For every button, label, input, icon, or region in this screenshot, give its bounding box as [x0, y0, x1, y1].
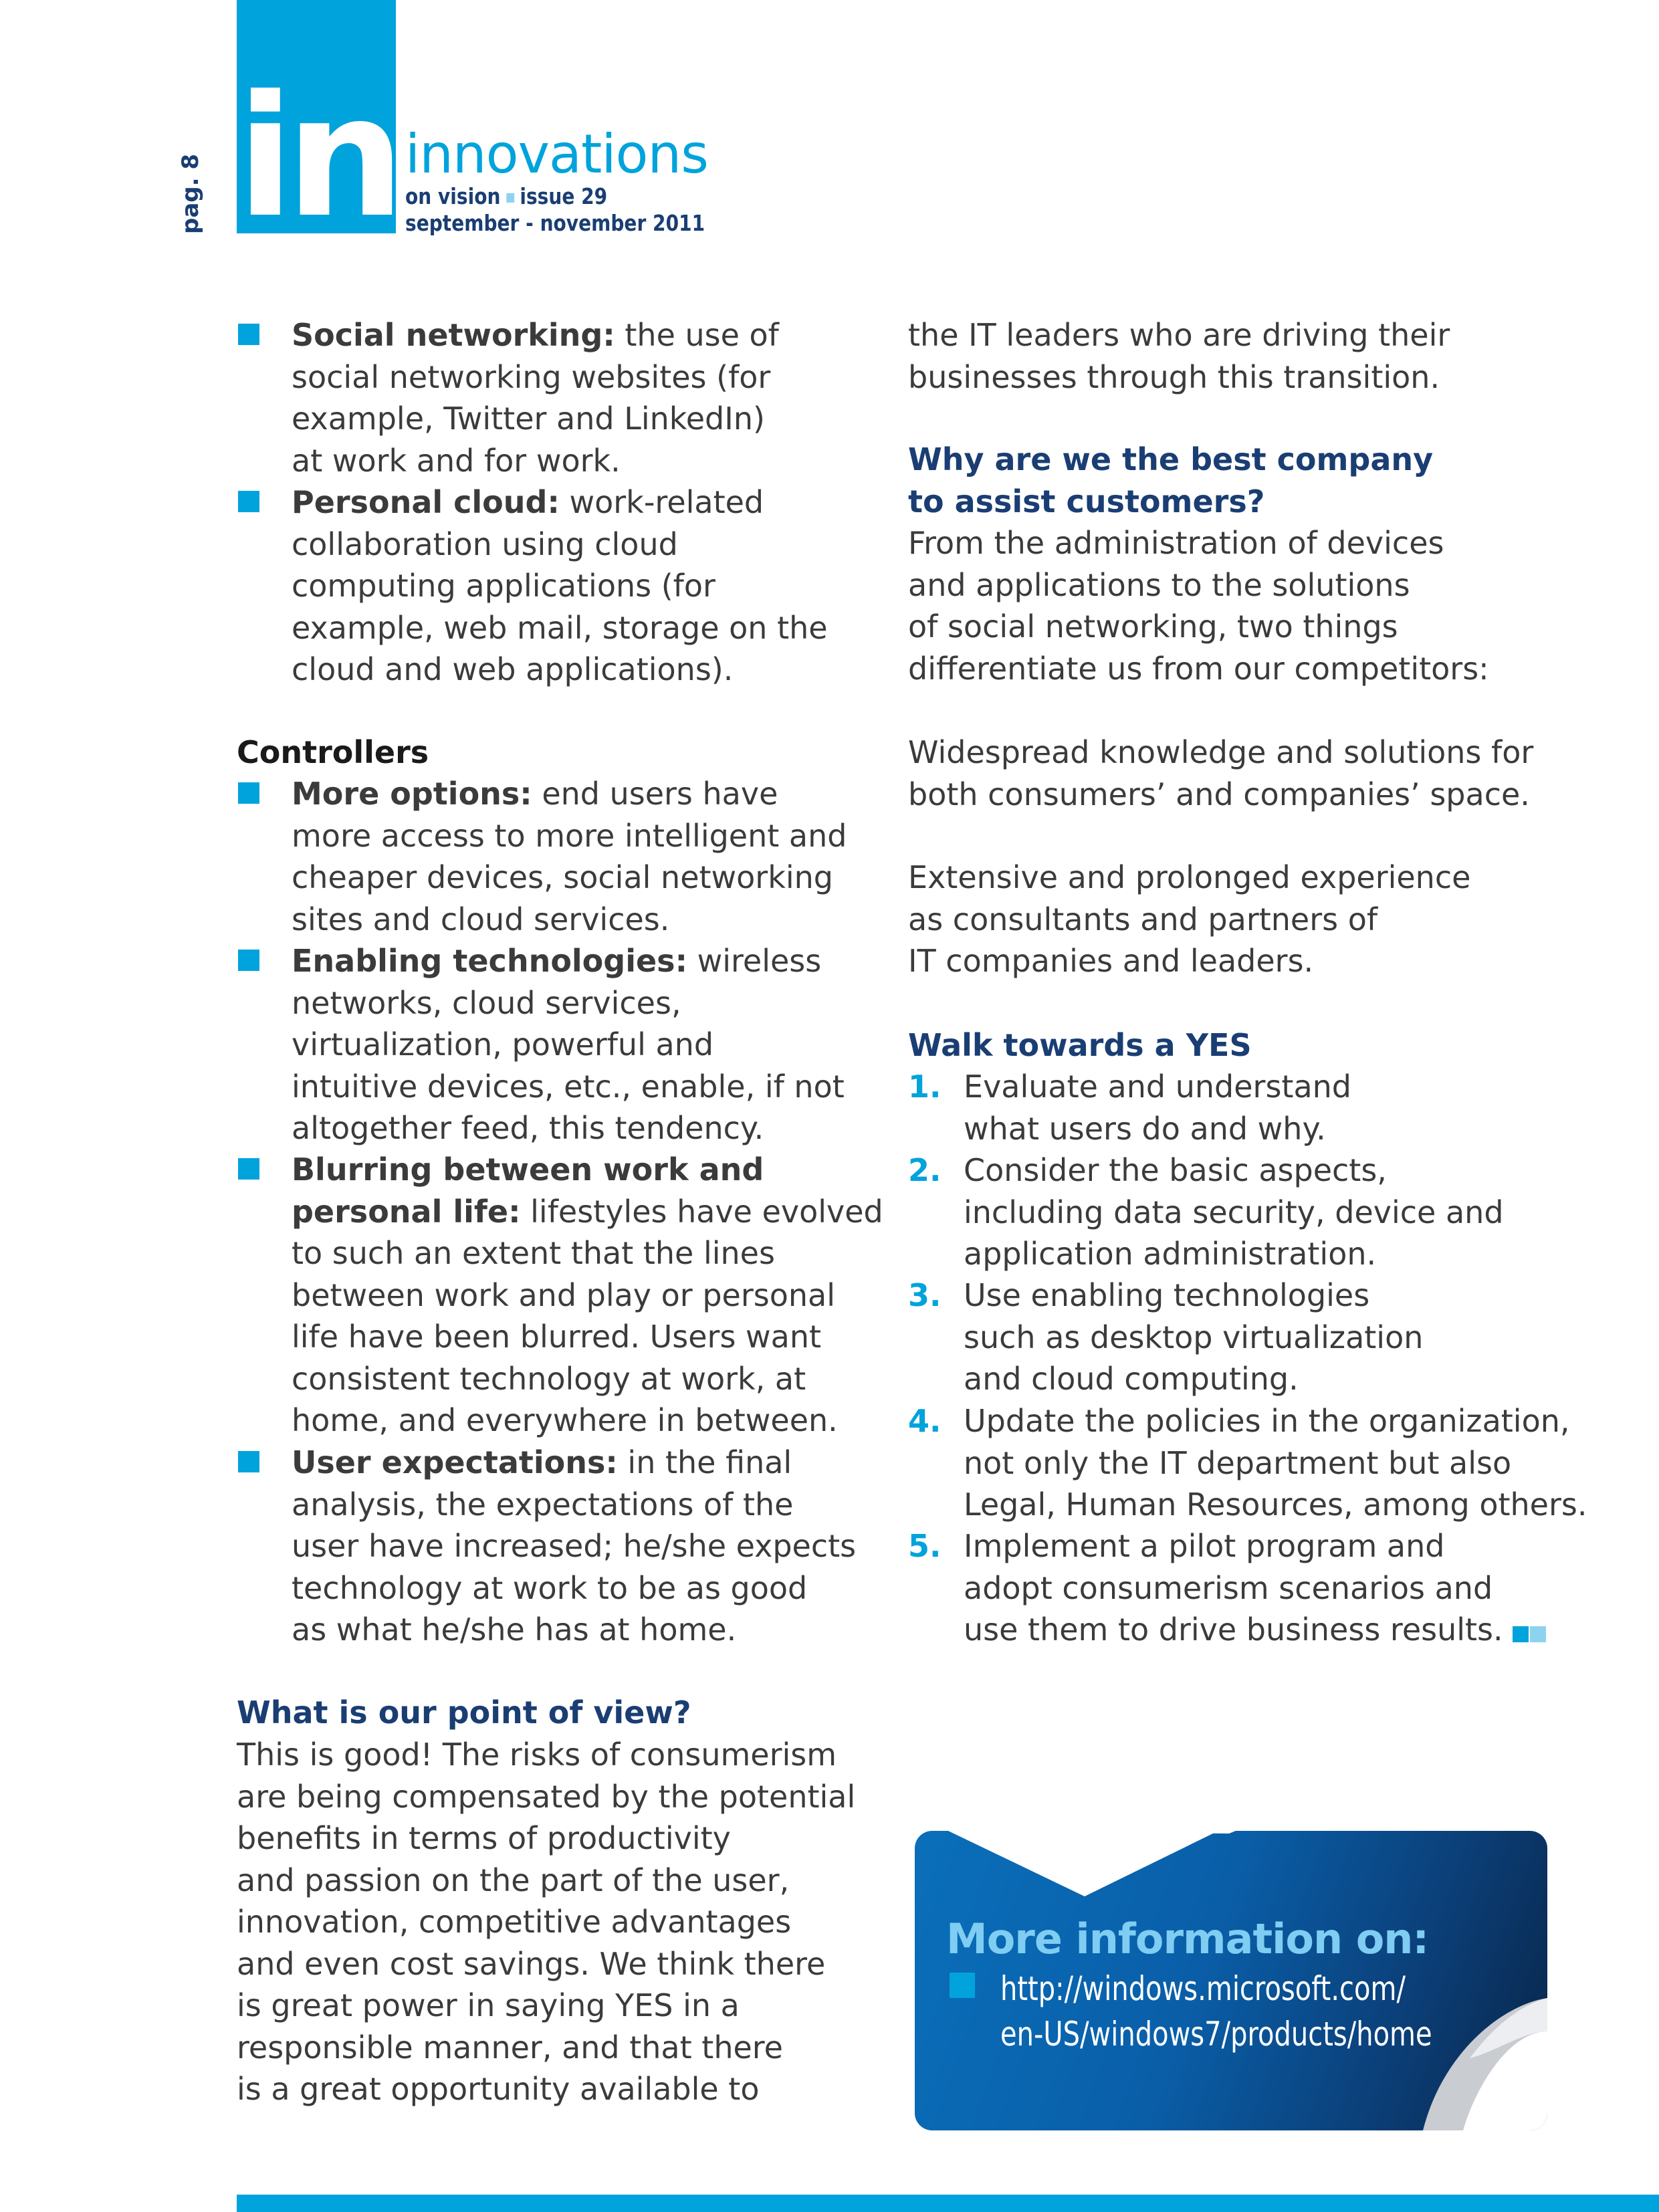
controllers-heading: Controllers	[237, 734, 429, 770]
end-mark-icon	[1530, 1626, 1546, 1642]
bullet-text: altogether feed, this tendency.	[292, 1110, 764, 1146]
paragraph-line: businesses through this transition.	[908, 358, 1440, 395]
bullet-personal-cloud	[292, 481, 828, 691]
bullet-term: personal life:	[292, 1193, 521, 1230]
bullet-term: Enabling technologies:	[292, 943, 687, 979]
step-text: not only the IT department but also	[964, 1444, 1512, 1481]
point-of-view-heading: What is our point of view?	[237, 1694, 691, 1731]
info-link-line[interactable]: en-US/windows7/products/home	[1000, 2015, 1432, 2054]
bullet-text: user have increased; he/she expects	[292, 1528, 857, 1564]
bullet-text: lifestyles have evolved	[520, 1193, 883, 1230]
bullet-text: life have been blurred. Users want	[292, 1319, 822, 1355]
experience-paragraph	[908, 857, 1470, 982]
step-text: adopt consumerism scenarios and	[964, 1569, 1493, 1606]
issue-number: issue 29	[520, 183, 608, 209]
bullet-square-icon	[238, 324, 259, 345]
step-text: including data security, device and	[964, 1194, 1504, 1230]
bullet-text: social networking websites (for	[292, 358, 771, 395]
bullet-term: Blurring between work and	[292, 1151, 764, 1188]
bullet-text: more access to more intelligent and	[292, 817, 847, 854]
paragraph-line: are being compensated by the potential	[237, 1778, 856, 1815]
step-text: Consider the basic aspects,	[964, 1152, 1387, 1188]
bullet-square-icon	[238, 950, 259, 971]
paragraph-line: both consumers’ and companies’ space.	[908, 776, 1530, 812]
step-1	[964, 1066, 1351, 1149]
bullet-square-icon	[238, 1451, 259, 1472]
bullet-social-networking	[292, 314, 779, 481]
paragraph-line: and applications to the solutions	[908, 566, 1410, 603]
info-link-line[interactable]: http://windows.microsoft.com/	[1000, 1969, 1406, 2008]
step-number: 5.	[908, 1528, 942, 1564]
bullet-text: consistent technology at work, at	[292, 1360, 806, 1397]
paragraph-line: responsible manner, and that there	[237, 2029, 783, 2066]
bullet-text: to such an extent that the lines	[292, 1235, 775, 1271]
issue-date: september - november 2011	[405, 210, 705, 236]
step-5	[964, 1525, 1503, 1651]
knowledge-paragraph	[908, 732, 1533, 815]
best-company-paragraph	[908, 522, 1489, 689]
step-3	[964, 1275, 1423, 1400]
step-number: 1.	[908, 1069, 942, 1105]
step-4	[964, 1400, 1587, 1526]
step-text: such as desktop virtualization	[964, 1319, 1424, 1355]
separator-square-icon	[506, 193, 514, 203]
bullet-text: intuitive devices, etc., enable, if not	[292, 1068, 845, 1105]
paragraph-line: is great power in saying YES in a	[237, 1987, 740, 2023]
bullet-user-expectations	[292, 1442, 856, 1651]
bullet-term: User expectations:	[292, 1444, 618, 1480]
bullet-enabling-technologies	[292, 940, 845, 1149]
step-text: Update the policies in the organization,	[964, 1403, 1570, 1439]
magazine-title: innovations	[405, 123, 708, 185]
bullet-blurring	[292, 1149, 883, 1442]
bullet-square-icon	[950, 1973, 975, 1998]
logo-in: in	[237, 60, 397, 254]
step-text: use them to drive business results.	[964, 1612, 1503, 1648]
paragraph-line: is a great opportunity available to	[237, 2071, 760, 2107]
step-text: Legal, Human Resources, among others.	[964, 1486, 1587, 1523]
section-name: on vision	[405, 183, 501, 209]
end-mark-icon	[1513, 1626, 1529, 1642]
paragraph-line: From the administration of devices	[908, 525, 1444, 561]
bullet-text: between work and play or personal	[292, 1277, 835, 1313]
more-info-title: More information on:	[946, 1914, 1429, 1963]
issue-line	[405, 183, 607, 210]
envelope-flap-icon	[948, 1831, 1218, 1896]
bullet-text: end users have	[532, 776, 778, 812]
bullet-square-icon	[238, 491, 259, 512]
paragraph-line: and even cost savings. We think there	[237, 1945, 826, 1982]
step-text: and cloud computing.	[964, 1361, 1299, 1397]
paragraph-line: as consultants and partners of	[908, 901, 1378, 937]
step-text: Implement a pilot program and	[964, 1528, 1445, 1564]
paragraph-line: innovation, competitive advantages	[237, 1904, 792, 1940]
paragraph-line: of social networking, two things	[908, 609, 1398, 645]
bullet-text: example, web mail, storage on the	[292, 609, 828, 646]
paragraph-line: Extensive and prolonged experience	[908, 859, 1471, 895]
step-number: 3.	[908, 1277, 942, 1313]
bullet-text: work-related	[559, 484, 764, 520]
bullet-text: the use of	[615, 317, 779, 353]
bullet-text: virtualization, powerful and	[292, 1026, 714, 1063]
bullet-term: Social networking:	[292, 317, 615, 353]
walk-heading: Walk towards a YES	[908, 1027, 1252, 1063]
step-number: 2.	[908, 1152, 942, 1188]
intro-continuation	[908, 314, 1450, 398]
step-text: Use enabling technologies	[964, 1277, 1370, 1313]
bullet-text: networks, cloud services,	[292, 984, 681, 1021]
bottom-rule	[237, 2195, 1659, 2212]
heading-line: Why are we the best company	[908, 441, 1434, 477]
bullet-text: cloud and web applications).	[292, 651, 734, 687]
heading-line: to assist customers?	[908, 483, 1265, 520]
bullet-text: technology at work to be as good	[292, 1569, 808, 1606]
step-number: 4.	[908, 1403, 942, 1439]
bullet-text: cheaper devices, social networking	[292, 859, 833, 895]
paragraph-line: Widespread knowledge and solutions for	[908, 734, 1534, 770]
bullet-more-options	[292, 773, 847, 940]
paragraph-line: benefits in terms of productivity	[237, 1820, 731, 1856]
bullet-square-icon	[238, 1158, 259, 1180]
best-company-heading	[908, 439, 1433, 522]
bullet-text: example, Twitter and LinkedIn)	[292, 401, 765, 437]
point-of-view-paragraph	[237, 1734, 855, 2110]
bullet-term: Personal cloud:	[292, 484, 560, 520]
bullet-text: sites and cloud services.	[292, 901, 670, 937]
bullet-text: collaboration using cloud	[292, 526, 678, 562]
step-text: application administration.	[964, 1236, 1377, 1272]
bullet-text: at work and for work.	[292, 442, 621, 479]
paragraph-line: and passion on the part of the user,	[237, 1862, 790, 1898]
bullet-text: as what he/she has at home.	[292, 1612, 737, 1648]
step-text: Evaluate and understand	[964, 1069, 1351, 1105]
paragraph-line: IT companies and leaders.	[908, 943, 1314, 979]
step-text: what users do and why.	[964, 1110, 1326, 1147]
bullet-text: computing applications (for	[292, 568, 715, 604]
paragraph-line: the IT leaders who are driving their	[908, 317, 1450, 353]
step-2	[964, 1149, 1504, 1275]
page-number: pag. 8	[177, 153, 204, 234]
paragraph-line: This is good! The risks of consumerism	[237, 1737, 837, 1773]
bullet-text: home, and everywhere in between.	[292, 1402, 838, 1438]
paragraph-line: differentiate us from our competitors:	[908, 650, 1489, 687]
bullet-text: in the final	[617, 1444, 792, 1480]
bullet-text: wireless	[687, 943, 822, 979]
bullet-square-icon	[238, 782, 259, 804]
bullet-term: More options:	[292, 776, 532, 812]
bullet-text: analysis, the expectations of the	[292, 1486, 794, 1523]
